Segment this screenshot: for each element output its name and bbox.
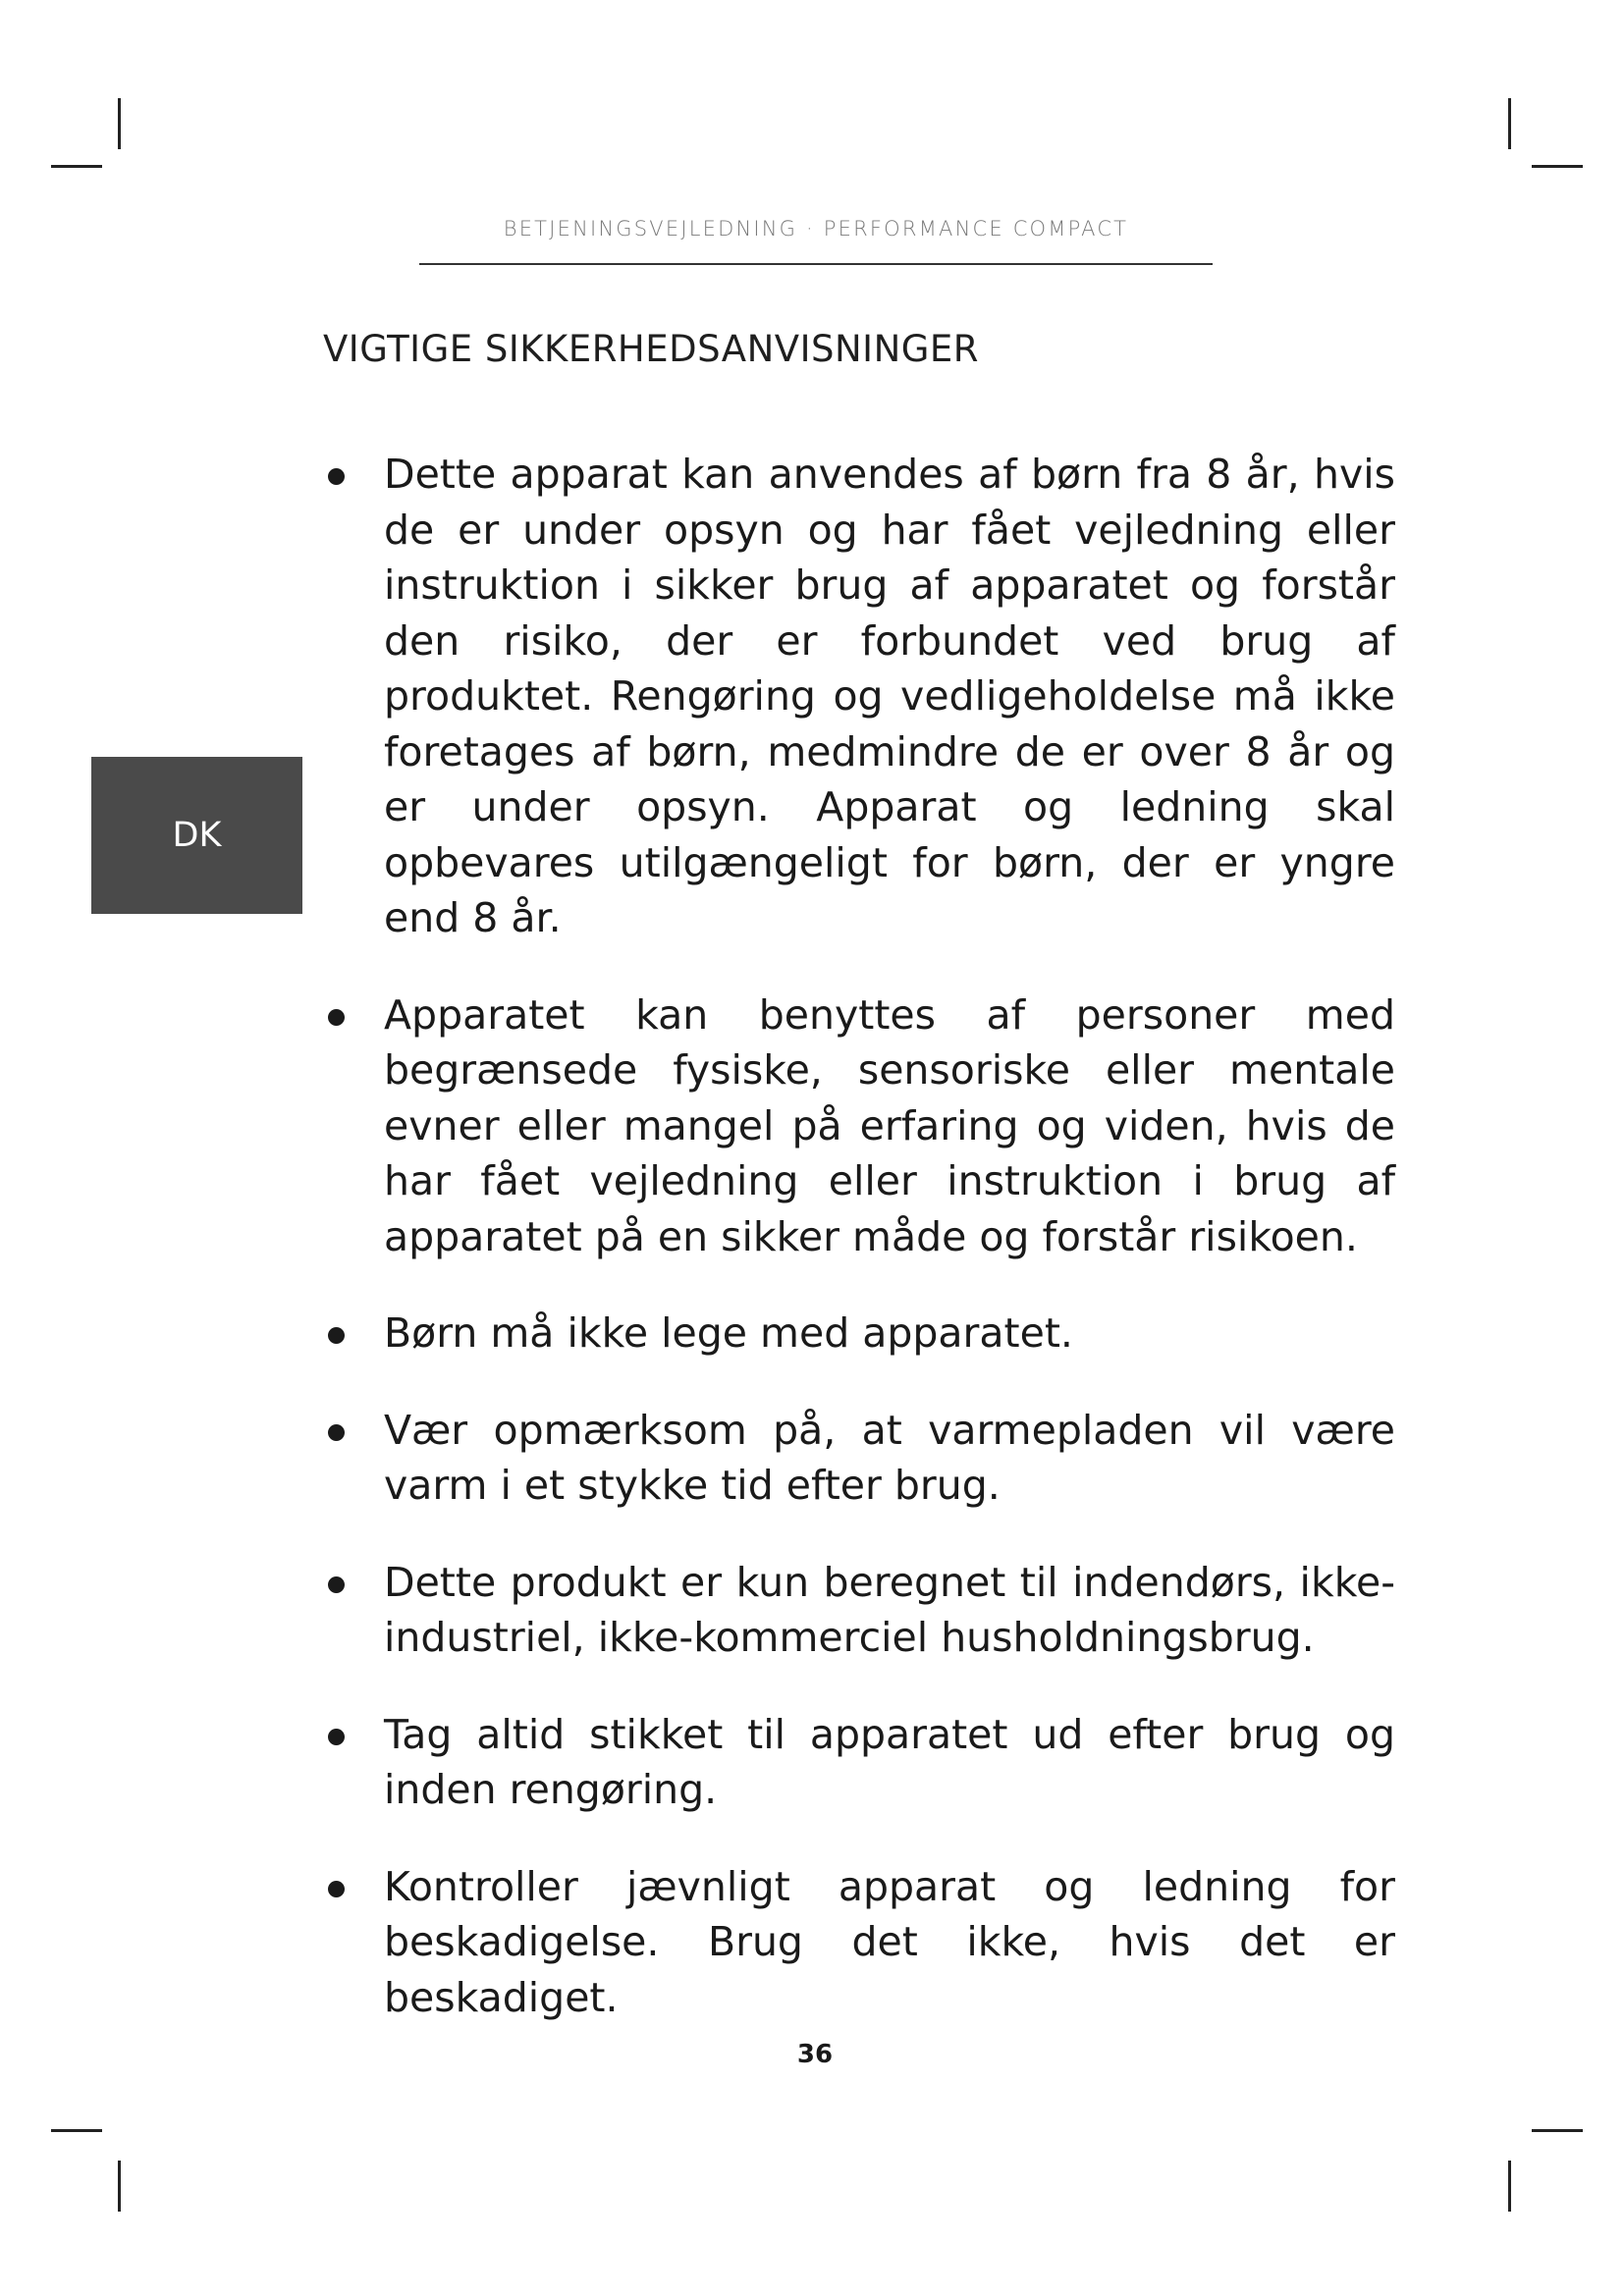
section-title: VIGTIGE SIKKERHEDSANVISNINGER bbox=[323, 328, 979, 370]
running-header: BETJENINGSVEJLEDNING · PERFORMANCE COMPACT bbox=[503, 217, 1129, 240]
crop-mark-top-right-horizontal bbox=[1532, 165, 1583, 168]
language-tab-label: DK bbox=[172, 816, 222, 855]
instruction-item: Kontroller jævnligt apparat og ledning for beskadigelse. Brug det ikke, hvis det er beskadiget. bbox=[323, 1859, 1395, 2026]
crop-mark-bottom-right-horizontal bbox=[1532, 2129, 1583, 2132]
instruction-item: Vær opmærksom på, at varmepladen vil være varm i et stykke tid efter brug. bbox=[323, 1403, 1395, 1514]
crop-mark-top-left-horizontal bbox=[51, 165, 102, 168]
instruction-item: Apparatet kan benyttes af personer med begrænsede fysiske, sensoriske eller mentale evner eller mangel på erfaring og viden, hvis de har fået vejledning eller instruktion i brug af apparatet på en sikker måde og forstår risikoen. bbox=[323, 988, 1395, 1265]
page-number: 36 bbox=[796, 2040, 834, 2069]
instruction-item: Børn må ikke lege med apparatet. bbox=[323, 1306, 1395, 1362]
crop-mark-top-right-vertical bbox=[1508, 98, 1511, 149]
crop-mark-top-left-vertical bbox=[118, 98, 121, 149]
header-rule bbox=[419, 263, 1213, 265]
instruction-item: Tag altid stikket til apparatet ud efter brug og inden rengøring. bbox=[323, 1707, 1395, 1818]
crop-mark-bottom-left-vertical bbox=[118, 2161, 121, 2212]
safety-instructions-list bbox=[323, 447, 1395, 2025]
instruction-item: Dette produkt er kun beregnet til indendørs, ikke-industriel, ikke-kommerciel husholdningsbrug. bbox=[323, 1555, 1395, 1666]
crop-mark-bottom-left-horizontal bbox=[51, 2129, 102, 2132]
language-tab bbox=[91, 757, 302, 914]
crop-mark-bottom-right-vertical bbox=[1508, 2161, 1511, 2212]
instruction-item: Dette apparat kan anvendes af børn fra 8 år, hvis de er under opsyn og har fået vejledning eller instruktion i sikker brug af apparatet og forstår den risiko, der er forbundet ved brug af produktet. Rengøring og vedligeholdelse må ikke foretages af børn, medmindre de er over 8 år og er under opsyn. Apparat og ledning skal opbevares utilgængeligt for børn, der er yngre end 8 år. bbox=[323, 447, 1395, 946]
